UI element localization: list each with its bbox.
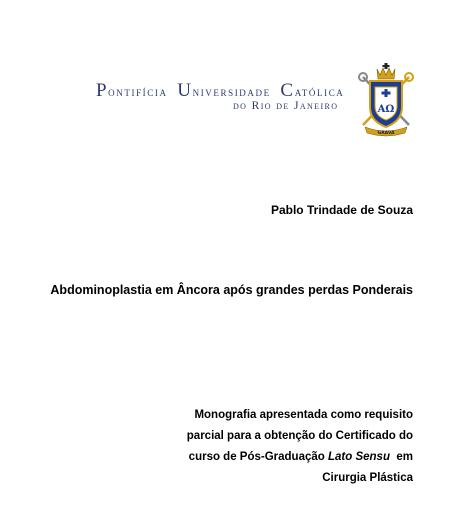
- university-name-line2: do Rio de Janeiro: [233, 100, 339, 112]
- crest-motto: GRAVA: [377, 131, 395, 136]
- university-name-line1: [96, 80, 344, 102]
- document-title: Abdominoplastia em Âncora após grandes perdas Ponderais: [50, 283, 413, 297]
- university-crest-icon: [357, 63, 415, 137]
- lato-sensu-italic: Lato Sensu: [328, 451, 390, 463]
- author-name: Pablo Trindade de Souza: [270, 203, 413, 217]
- monograph-statement: [187, 405, 413, 489]
- university-word-2: Universidade: [177, 80, 271, 101]
- university-word-1: Pontifícia: [96, 80, 168, 101]
- university-word-3: Católica: [280, 80, 345, 101]
- crest-letters: AΩ: [377, 104, 395, 115]
- statement-line-3: curso de Pós-Graduação Lato Sensu em: [188, 451, 413, 463]
- statement-line-2: parcial para a obtenção do Certificado do: [186, 430, 413, 442]
- statement-line-4: Cirurgia Plástica: [322, 472, 413, 484]
- statement-line-1: Monografia apresentada como requisito: [194, 409, 413, 421]
